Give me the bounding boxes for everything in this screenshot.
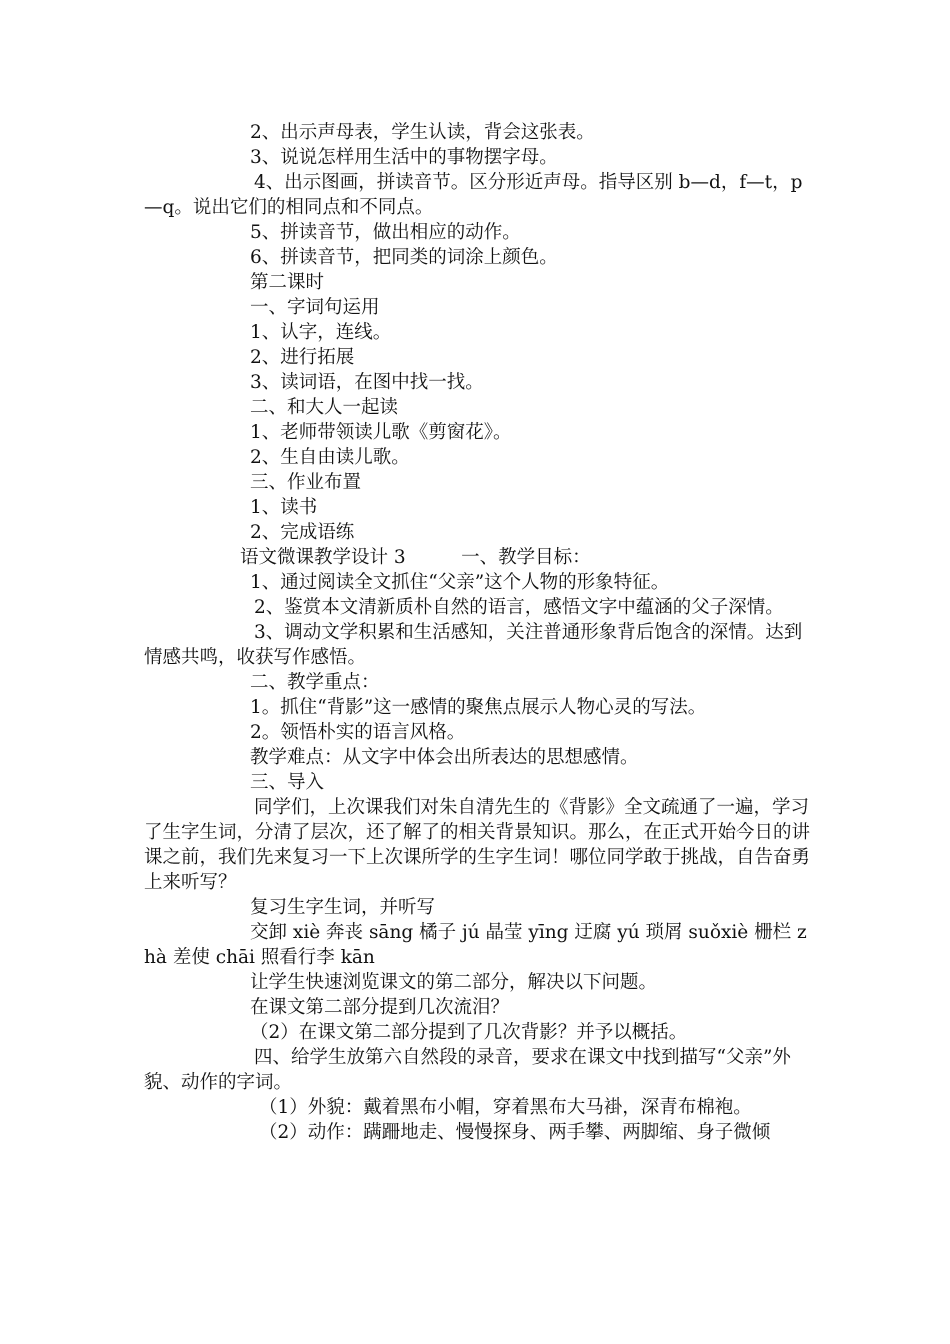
- paragraph: 3、调动文学积累和生活感知，关注普通形象背后饱含的深情。达到情感共鸣，收获写作感悟。: [144, 622, 803, 668]
- paragraph: 3、说说怎样用生活中的事物摆字母。: [250, 147, 558, 168]
- paragraph: 1、认字，连线。: [250, 322, 392, 343]
- paragraph: 1、通过阅读全文抓住“父亲”这个人物的形象特征。: [250, 572, 670, 593]
- paragraph: 同学们，上次课我们对朱自清先生的《背影》全文疏通了一遍，学习了生字生词，分清了层次，还了解了的相关背景知识。那么，在正式开始今日的讲课之前，我们先来复习一下上次课所学的生字生词！哪位同学敢于挑战，自告奋勇上来听写？: [144, 797, 811, 893]
- document-body: [144, 120, 814, 1145]
- vocabulary-list: 交卸 xiè 奔丧 sāng 橘子 jú 晶莹 yīng 迂腐 yú 琐屑 suǒxiè 栅栏 zhà 差使 chāi 照看行李 kān: [144, 922, 807, 968]
- paragraph: 2、生自由读儿歌。: [250, 447, 410, 468]
- paragraph: 1。抓住“背影”这一感情的聚焦点展示人物心灵的写法。: [250, 697, 707, 718]
- paragraph: 1、读书: [250, 497, 318, 518]
- paragraph: 复习生字生词，并听写: [250, 897, 436, 918]
- paragraph: 2、进行拓展: [250, 347, 355, 368]
- paragraph: 4、出示图画，拼读音节。区分形近声母。指导区别 b—d，f—t，p—q。说出它们的相同点和不同点。: [144, 172, 803, 218]
- document-title: 语文微课教学设计 3 一、教学目标：: [240, 547, 591, 568]
- section-heading: 一、字词句运用: [250, 297, 380, 318]
- section-heading: 三、作业布置: [250, 472, 362, 493]
- section-heading: 二、和大人一起读: [250, 397, 399, 418]
- paragraph: （2）动作：蹒跚地走、慢慢探身、两手攀、两脚缩、身子微倾: [259, 1122, 771, 1143]
- paragraph: 在课文第二部分提到几次流泪？: [250, 997, 510, 1018]
- paragraph: 3、读词语，在图中找一找。: [250, 372, 484, 393]
- paragraph: （2）在课文第二部分提到了几次背影？并予以概括。: [250, 1022, 688, 1043]
- paragraph: 2、完成语练: [250, 522, 355, 543]
- paragraph: 2、鉴赏本文清新质朴自然的语言，感悟文字中蕴涵的父子深情。: [254, 597, 784, 618]
- paragraph: （1）外貌：戴着黑布小帽，穿着黑布大马褂，深青布棉袍。: [259, 1097, 752, 1118]
- paragraph: 5、拼读音节，做出相应的动作。: [250, 222, 521, 243]
- paragraph: 2、出示声母表，学生认读，背会这张表。: [250, 122, 595, 143]
- paragraph: 2。领悟朴实的语言风格。: [250, 722, 466, 743]
- section-heading: 第二课时: [250, 272, 325, 293]
- paragraph: 6、拼读音节，把同类的词涂上颜色。: [250, 247, 558, 268]
- paragraph: 教学难点：从文字中体会出所表达的思想感情。: [250, 747, 639, 768]
- section-heading: 二、教学重点：: [250, 672, 380, 693]
- paragraph: 四、给学生放第六自然段的录音，要求在课文中找到描写“父亲”外貌、动作的字词。: [144, 1047, 791, 1093]
- paragraph: 1、老师带领读儿歌《剪窗花》。: [250, 422, 512, 443]
- paragraph: 让学生快速浏览课文的第二部分，解决以下问题。: [250, 972, 658, 993]
- section-heading: 三、导入: [250, 772, 325, 793]
